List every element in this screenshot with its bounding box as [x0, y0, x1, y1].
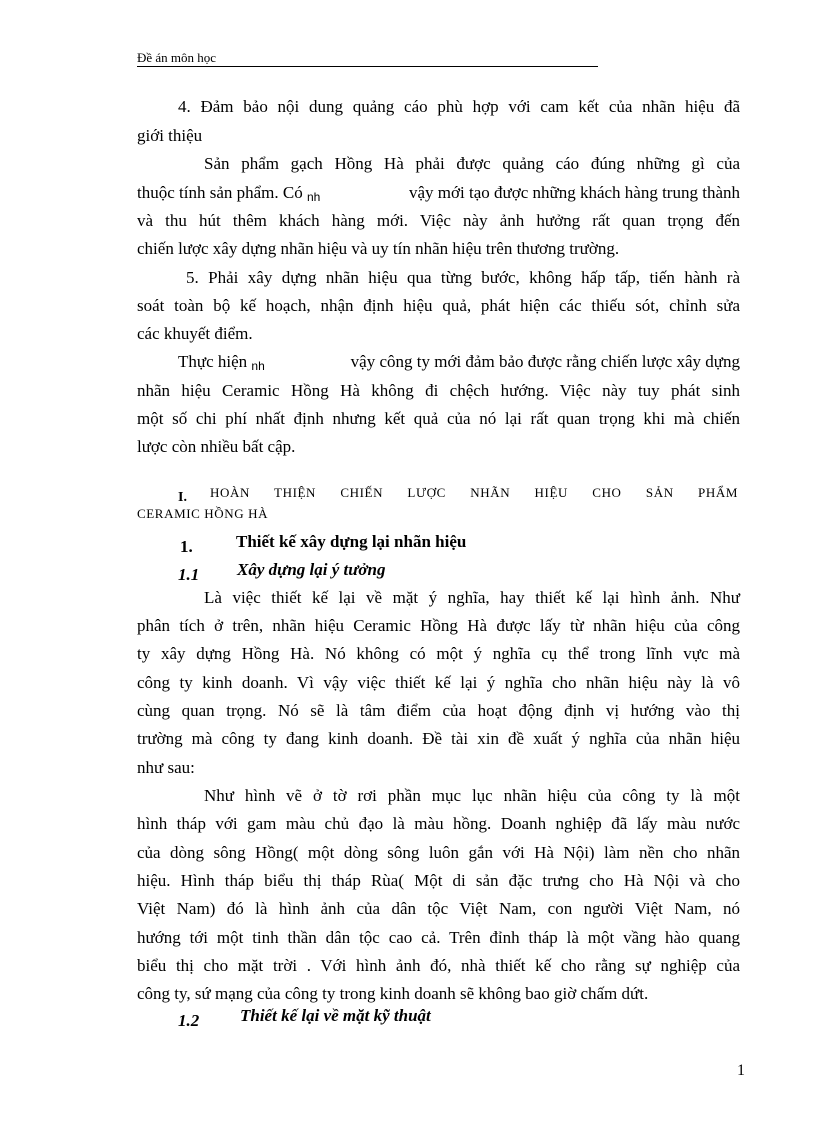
text-line: Sản phẩm gạch Hồng Hà phải được quảng cáo đúng những gì của	[204, 154, 740, 173]
text-fragment: thuộc tính sản phẩm. Có	[137, 183, 303, 202]
section-heading: CERAMIC HỒNG HÀ	[137, 506, 269, 521]
text-line: Là việc thiết kế lại về mặt ý nghĩa, hay thiết kế lại hình ảnh. Như	[204, 588, 740, 607]
text-line: công ty kinh doanh. Vì vậy việc thiết kế lại ý nghĩa cho nhãn hiệu này là vô	[137, 673, 740, 692]
text-line: công ty, sứ mạng của công ty trong kinh doanh sẽ không bao giờ chấm dứt.	[137, 984, 649, 1003]
text-line: nhãn hiệu Ceramic Hồng Hà không đi chệch hướng. Việc này tuy phát sinh	[137, 381, 740, 400]
text-line: một số chi phí nhất định nhưng kết quả của nó lại rất quan trọng khi mà chiến	[137, 409, 740, 428]
section-heading: HOÀN THIỆN CHIẾN LƯỢC NHÃN HIỆU CHO SẢN PHẨM	[210, 485, 738, 500]
text-fragment: vậy công ty mới đảm bảo được rằng chiến lược xây dựng	[350, 352, 740, 371]
text-line: của dòng sông Hồng( một dòng sông luôn gắn với Hà Nội) làm nền cho nhãn	[137, 843, 740, 862]
subheading-number: 1.2	[178, 1011, 200, 1030]
text-line: phân tích ở trên, nhãn hiệu Ceramic Hồng Hà được lấy từ nhãn hiệu của công	[137, 616, 740, 635]
text-line: và thu hút thêm khách hàng mới. Việc này ảnh hưởng rất quan trọng đến	[137, 211, 740, 230]
text-line: 4. Đảm bảo nội dung quảng cáo phù hợp với cam kết của nhãn hiệu đã	[178, 97, 740, 116]
inline-fragment-nh: nh	[251, 359, 265, 373]
text-line: cùng quan trọng. Nó sẽ là tâm điểm của hoạt động định vị hướng vào thị	[137, 701, 740, 720]
subheading: Xây dựng lại ý tưởng	[237, 560, 386, 579]
page-header: Đề án môn học	[137, 50, 598, 67]
text-fragment: vậy mới tạo được những khách hàng trung thành	[408, 183, 740, 202]
text-line: Như hình vẽ ở tờ rơi phần mục lục nhãn hiệu của công ty là một	[204, 786, 740, 805]
section-number: I.	[178, 490, 187, 505]
text-line: các khuyết điểm.	[137, 324, 253, 343]
text-line: giới thiệu	[137, 126, 203, 145]
text-line: hình tháp với gam màu chủ đạo là màu hồng. Doanh nghiệp đã lấy màu nước	[137, 814, 740, 833]
heading: Thiết kế xây dựng lại nhãn hiệu	[236, 532, 467, 551]
text-line: ty xây dựng Hồng Hà. Nó không có một ý nghĩa cụ thể trong lĩnh vực mà	[137, 644, 740, 663]
text-line: 5. Phải xây dựng nhãn hiệu qua từng bước, không hấp tấp, tiến hành rà	[186, 268, 740, 287]
text-fragment: Thực hiện	[178, 352, 248, 371]
heading-number: 1.	[180, 537, 193, 556]
inline-fragment-nh: nh	[306, 190, 321, 204]
text-line: như sau:	[137, 758, 195, 777]
text-line: lược còn nhiều bất cập.	[137, 437, 296, 456]
text-line: hiệu. Hình tháp biểu thị tháp Rùa( Một di sản đặc trưng cho Hà Nội và cho	[137, 871, 740, 890]
text-line: biểu thị cho mặt trời . Với hình ảnh đó, nhà thiết kế cho rằng sự nghiệp của	[137, 956, 740, 975]
subheading-number: 1.1	[178, 565, 200, 584]
text-line: trường mà công ty đang kinh doanh. Đề tài xin đề xuất ý nghĩa của nhãn hiệu	[137, 729, 740, 748]
text-line: chiến lược xây dựng nhãn hiệu và uy tín nhãn hiệu trên thương trường.	[137, 239, 620, 258]
text-line-with-inline	[137, 182, 740, 205]
text-line: soát toàn bộ kế hoạch, nhận định hiệu quả, phát hiện các thiếu sót, chỉnh sửa	[137, 296, 740, 315]
text-line: hướng tới một tinh thần dân tộc cao cả. Trên đỉnh tháp là một vầng hào quang	[137, 928, 740, 947]
subheading: Thiết kế lại về mặt kỹ thuật	[240, 1006, 431, 1025]
page-number: 1	[737, 1062, 745, 1079]
text-line-with-inline	[178, 351, 740, 374]
text-line: Việt Nam) đó là hình ảnh của dân tộc Việt Nam, con người Việt Nam, nó	[137, 899, 740, 918]
